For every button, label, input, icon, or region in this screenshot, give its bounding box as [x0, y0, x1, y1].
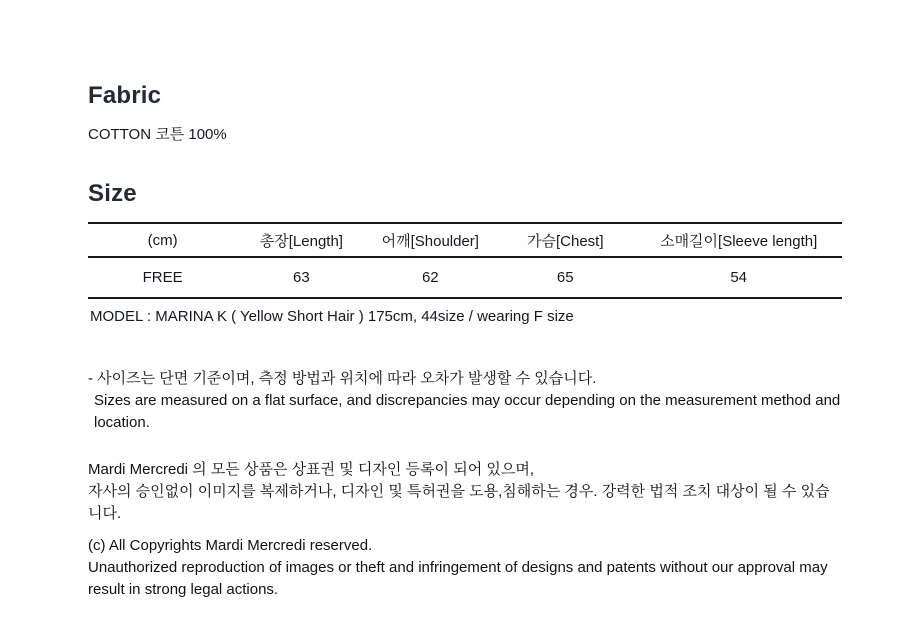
fabric-composition: COTTON 코튼 100% [88, 126, 227, 143]
size-table-cell-length: 63 [293, 269, 310, 286]
trademark-note [88, 459, 844, 525]
measurement-note [88, 368, 844, 434]
size-table-header-cell-unit: (cm) [147, 231, 178, 249]
fabric-heading: Fabric [88, 82, 162, 109]
size-table [88, 222, 842, 299]
size-table-header-cell-length: 총장[Length] [259, 232, 343, 250]
size-table-header-cell-shoulder: 어깨[Shoulder] [381, 232, 479, 250]
size-table-row-free [88, 257, 842, 298]
size-table-cell-chest: 65 [556, 269, 574, 286]
size-table-cell-size-label: FREE [142, 269, 183, 286]
copyright-note [88, 535, 844, 601]
model-note: MODEL : MARINA K ( Yellow Short Hair ) 175cm, 44size / wearing F size [90, 308, 574, 325]
size-table-header-cell-chest: 가슴[Chest] [527, 232, 604, 250]
size-table-header-row [88, 223, 842, 257]
copyright-note-line2: Unauthorized reproduction of images or theft and infringement of designs and patents without our approval may result in strong legal actions. [88, 559, 828, 598]
measurement-note-en: Sizes are measured on a flat surface, and discrepancies may occur depending on the measurement method and location. [94, 392, 841, 431]
copyright-note-line1: (c) All Copyrights Mardi Mercredi reserved. [88, 537, 373, 554]
size-heading: Size [88, 180, 137, 207]
trademark-note-line2: 자사의 승인없이 이미지를 복제하거나, 디자인 및 특허권을 도용,침해하는 경우. 강력한 법적 조치 대상이 될 수 있습니다. [88, 483, 830, 522]
size-table-cell-sleeve: 54 [730, 269, 748, 286]
size-table-body [88, 257, 842, 298]
size-table-cell-shoulder: 62 [421, 269, 439, 286]
size-table-header-cell-sleeve: 소매길이[Sleeve length] [660, 232, 818, 250]
measurement-note-ko: - 사이즈는 단면 기준이며, 측정 방법과 위치에 따라 오차가 발생할 수 있습니다. [88, 370, 597, 387]
size-table-header [88, 223, 842, 257]
trademark-note-line1: Mardi Mercredi 의 모든 상품은 상표권 및 디자인 등록이 되어 있으며, [88, 461, 534, 478]
